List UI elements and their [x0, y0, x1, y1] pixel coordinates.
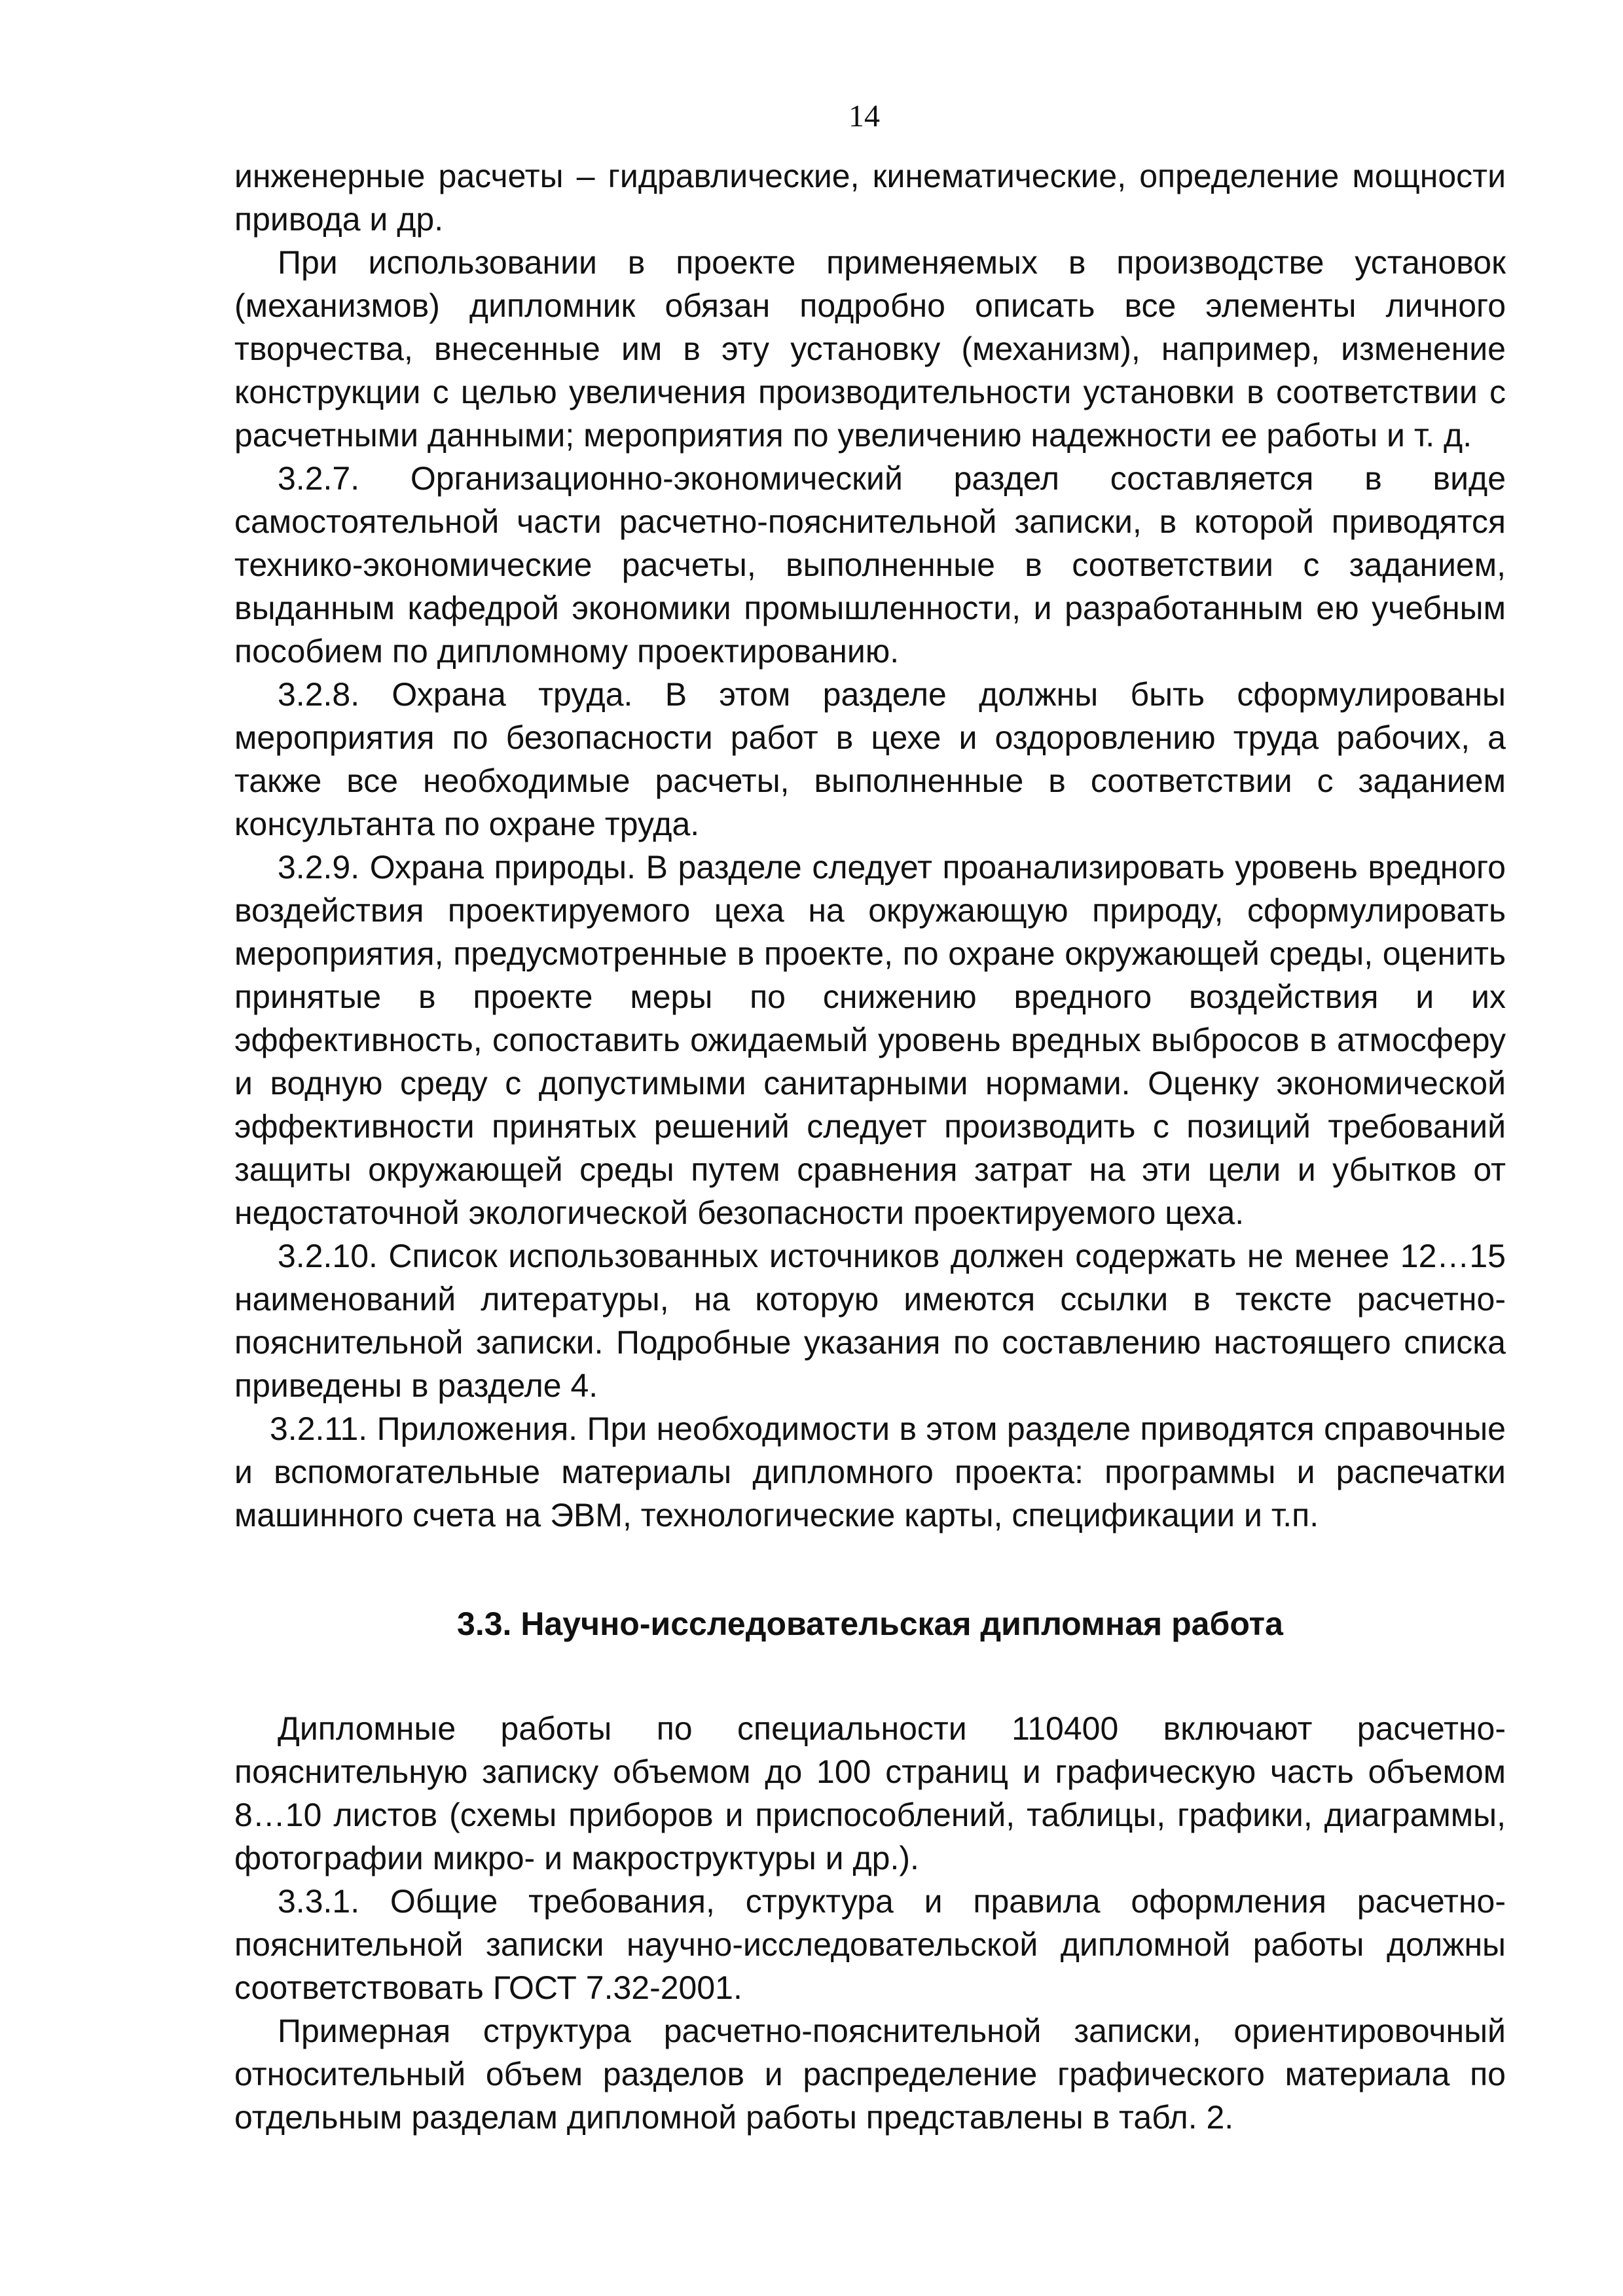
- section-heading-3-3: 3.3. Научно-исследовательская дипломная работа: [457, 1605, 1283, 1642]
- paragraph-diploma-works: Дипломные работы по специальности 110400 включают расчетно-пояснительную записку объемом до 100 страниц и графическую часть объемом 8…10 листов (схемы приборов и приспособлений, таблицы, графики, диаграммы, фотографии микро- и макроструктуры и др.).: [234, 1710, 1506, 1876]
- paragraph-personal-creativity: При использовании в проекте применяемых в производстве установок (механизмов) дипломник обязан подробно описать все элементы личного творчества, внесенные им в эту установку (механизм), например, изменение конструкции с целью увеличения производительности установки в соответствии с расчетными данными; мероприятия по увеличению надежности ее работы и т. д.: [234, 244, 1506, 454]
- paragraph-3-2-9: 3.2.9. Охрана природы. В разделе следует проанализировать уровень вредного воздействия проектируемого цеха на окружающую природу, сформулировать мероприятия, предусмотренные в проекте, по охране окружающей среды, оценить принятые в проекте меры по снижению вредного воздействия и их эффективность, сопоставить ожидаемый уровень вредных выбросов в атмосферу и водную среду с допустимыми санитарными нормами. Оценку экономической эффективности принятых решений следует производить с позиций требований защиты окружающей среды путем сравнения затрат на эти цели и убытков от недостаточной экологической безопасности проектируемого цеха.: [234, 849, 1506, 1231]
- paragraph-sample-structure: Примерная структура расчетно-пояснительной записки, ориентировочный относительный объем разделов и распределение графического материала по отдельным разделам дипломной работы представлены в табл. 2.: [234, 2013, 1506, 2136]
- page-body: [234, 154, 1506, 2139]
- paragraph-3-2-11: 3.2.11. Приложения. При необходимости в этом разделе приводятся справочные и вспомогательные материалы дипломного проекта: программы и распечатки машинного счета на ЭВМ, технологические карты, спецификации и т.п.: [234, 1410, 1506, 1534]
- page-number: 14: [848, 99, 880, 134]
- paragraph-3-3-1: 3.3.1. Общие требования, структура и правила оформления расчетно-пояснительной записки научно-исследовательской дипломной работы должны соответствовать ГОСТ 7.32-2001.: [234, 1883, 1506, 2006]
- paragraph-3-2-8: 3.2.8. Охрана труда. В этом разделе должны быть сформулированы мероприятия по безопасности работ в цехе и оздоровлению труда рабочих, а также все необходимые расчеты, выполненные в соответствии с заданием консультанта по охране труда.: [234, 676, 1506, 842]
- paragraph-continued: инженерные расчеты – гидравлические, кинематические, определение мощности привода и др.: [234, 158, 1506, 238]
- paragraph-3-2-7: 3.2.7. Организационно-экономический раздел составляется в виде самостоятельной части расчетно-пояснительной записки, в которой приводятся технико-экономические расчеты, выполненные в соответствии с заданием, выданным кафедрой экономики промышленности, и разработанным ею учебным пособием по дипломному проектированию.: [234, 460, 1506, 670]
- paragraph-3-2-10: 3.2.10. Список использованных источников должен содержать не менее 12…15 наименований литературы, на которую имеются ссылки в тексте расчетно-пояснительной записки. Подробные указания по составлению настоящего списка приведены в разделе 4.: [234, 1238, 1506, 1404]
